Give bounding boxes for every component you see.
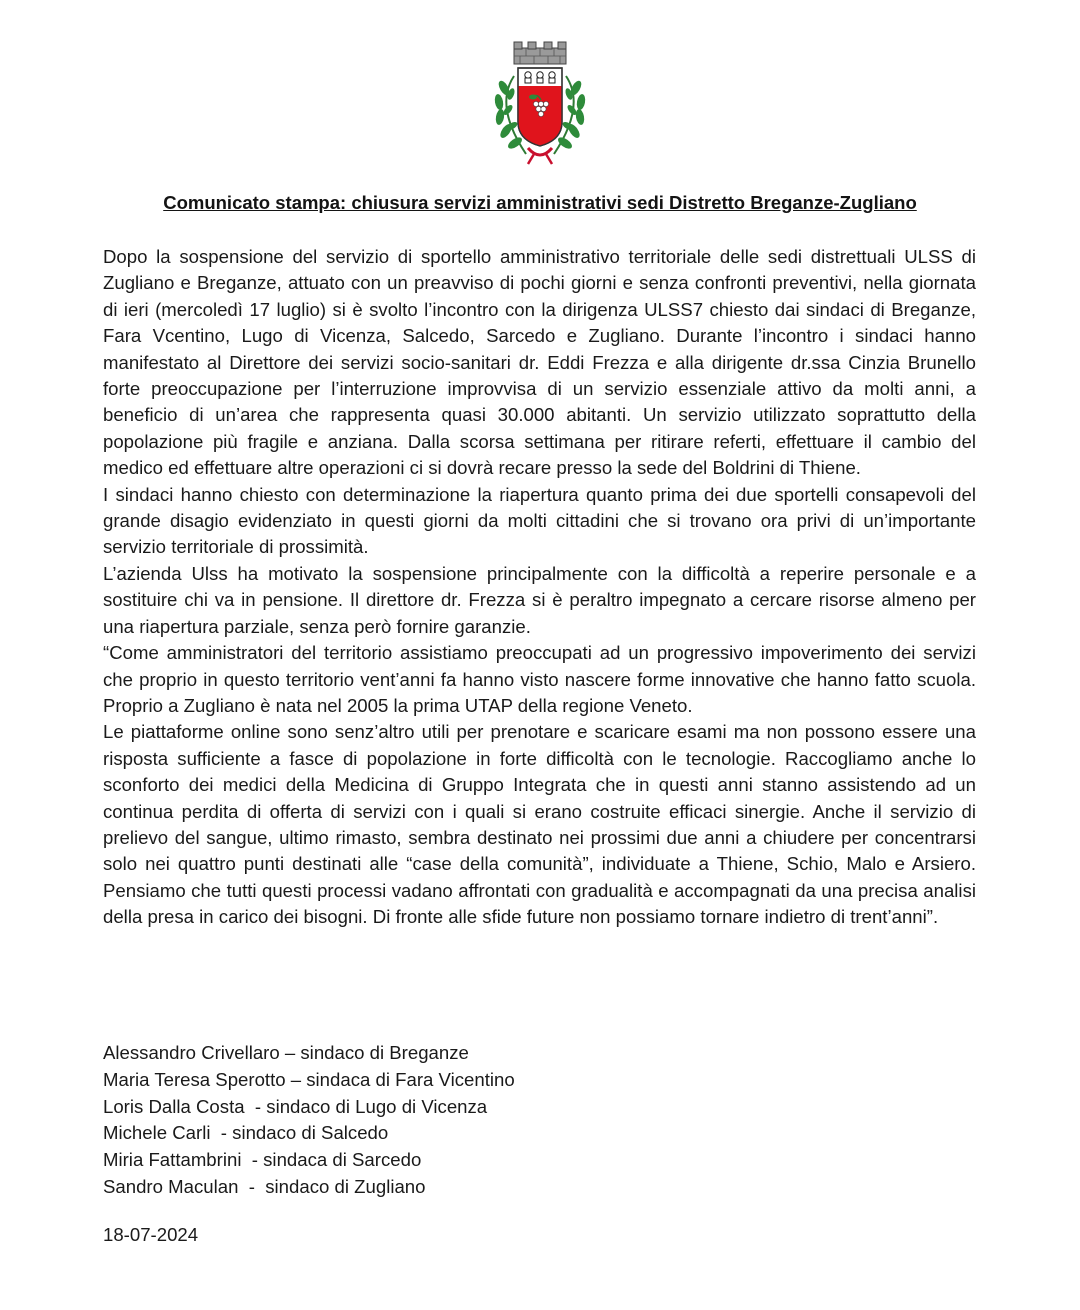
ribbon-icon — [528, 148, 552, 164]
signature-line: Sandro Maculan - sindaco di Zugliano — [103, 1175, 426, 1197]
mural-crown-icon — [514, 42, 566, 64]
signature-line: Miria Fattambrini - sindaca di Sarcedo — [103, 1149, 422, 1171]
document-title: Comunicato stampa: chiusura servizi amministrativi sedi Distretto Breganze-Zugliano — [163, 192, 917, 213]
signature-line: Maria Teresa Sperotto – sindaca di Fara Vicentino — [103, 1068, 515, 1090]
signature-list — [103, 1040, 515, 1201]
coat-of-arms-icon — [484, 36, 596, 166]
document-body — [103, 244, 976, 931]
document-date: 18-07-2024 — [103, 1224, 199, 1245]
signature-line: Michele Carli - sindaco di Salcedo — [103, 1122, 389, 1144]
shield-icon — [518, 68, 562, 146]
paragraph-5: Le piattaforme online sono senz’altro utili per prenotare e scaricare esami ma non possono essere una risposta sufficiente a fasce di popolazione in forte difficoltà con le tecnologie. Raccogliamo anche lo sconforto dei medici della Medicina di Gruppo Integrata che in questi anni stanno assistendo ad un continua perdita di offerta di servizi con i quali si erano costruite efficaci sinergie. Anche il servizio di prelievo del sangue, ultimo rimasto, sembra destinato nei prossimi due anni a chiudere per concentrarsi solo nei quattro punti destinati alle “case della comunità”, individuate a Thiene, Schio, Malo e Arsiero. Pensiamo che tutti questi processi vadano affrontati con gradualità e accompagnati da una precisa analisi della presa in carico dei bisogni. Di fronte alle sfide future non possiamo tornare indietro di trent’anni”. — [103, 721, 976, 928]
paragraph-2: I sindaci hanno chiesto con determinazione la riapertura quanto prima dei due sportelli consapevoli del grande disagio evidenziato in questi giorni da molti cittadini che si trovano ora privi di un’importante servizio territoriale di prossimità. — [103, 483, 976, 558]
paragraph-4: “Come amministratori del territorio assistiamo preoccupati ad un progressivo impoverimento dei servizi che proprio in questo territorio vent’anni fa hanno visto nascere forme innovative che hanno fatto scuola. Proprio a Zugliano è nata nel 2005 la prima UTAP della regione Veneto. — [103, 642, 976, 716]
signature-line: Alessandro Crivellaro – sindaco di Breganze — [103, 1042, 469, 1063]
signature-line: Loris Dalla Costa - sindaco di Lugo di Vicenza — [103, 1095, 488, 1117]
paragraph-1: Dopo la sospensione del servizio di sportello amministrativo territoriale delle sedi distrettuali ULSS di Zugliano e Breganze, attuato con un preavviso di pochi giorni e senza confronti preventivi, nella giornata di ieri (mercoledì 17 luglio) si è svolto l’incontro con la dirigenza ULSS7 chiesto dai sindaci di Breganze, Fara Vcentino, Lugo di Vicenza, Salcedo, Sarcedo e Zugliano. Durante l’incontro i sindaci hanno manifestato al Direttore dei servizi socio-sanitari dr. Eddi Frezza e alla dirigente dr.ssa Cinzia Brunello forte preoccupazione per l’interruzione improvvisa di un servizio essenziale attivo da molti anni, a beneficio di un’area che rappresenta quasi 30.000 abitanti. Un servizio utilizzato soprattutto della popolazione più fragile e anziana. Dalla scorsa settimana per ritirare referti, effettuare il cambio del medico ed effettuare altre operazioni ci si dovrà recare presso la sede del Boldrini di Thiene. — [103, 246, 976, 479]
paragraph-3: L’azienda Ulss ha motivato la sospensione principalmente con la difficoltà a reperire personale e a sostituire chi va in pensione. Il direttore dr. Frezza si è peraltro impegnato a cercare risorse almeno per una riapertura parziale, senza però fornire garanzie. — [103, 562, 976, 637]
